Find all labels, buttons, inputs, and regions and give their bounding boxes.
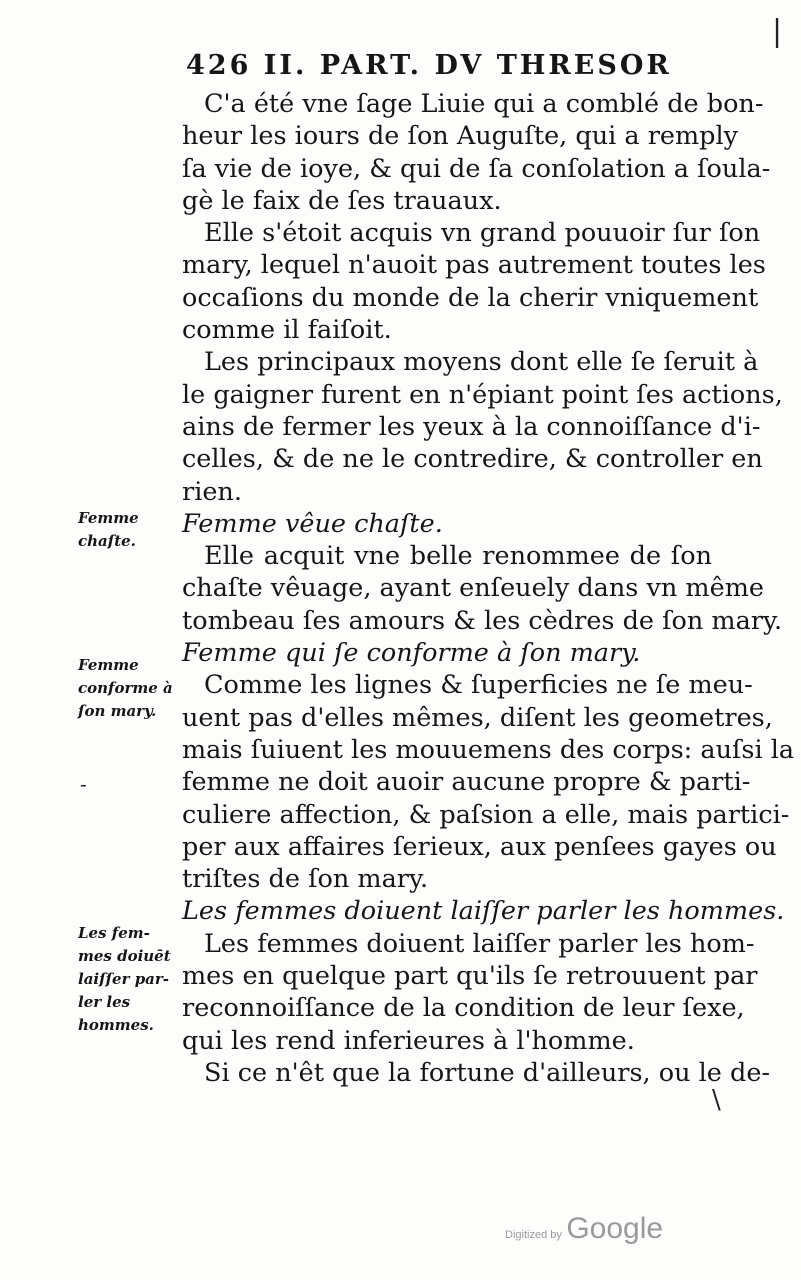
margin-dash-mark: - [80, 772, 87, 796]
text-line: C'a été vne ſage Liuie qui a comblé de bon- [204, 89, 764, 119]
margin-note-line: conforme à [78, 679, 173, 697]
text-line: per aux affaires ſerieux, aux penſees gayes ou [182, 831, 777, 862]
margin-note-femmes [78, 922, 178, 1037]
text-line: Si ce n'êt que la fortune d'ailleurs, ou le de- [204, 1057, 771, 1088]
edge-mark: | [772, 14, 783, 49]
section-heading: Les femmes doiuent laiſſer parler les hommes. [182, 896, 785, 927]
margin-note-line: Les fem- [78, 924, 150, 942]
text-line: qui les rend inferieures à l'homme. [182, 1025, 635, 1056]
body-text [182, 88, 795, 1089]
margin-note-line: ſon mary. [78, 702, 157, 720]
margin-note-line: Femme [78, 509, 139, 527]
text-line: tombeau ſes amours & les cèdres de ſon mary. [182, 605, 783, 636]
text-line: occaſions du monde de la cherir vniquement [182, 282, 759, 313]
digitized-watermark [505, 1212, 663, 1246]
text-line: Les principaux moyens dont elle ſe ſeruit à [204, 347, 759, 378]
text-line: heur les iours de ſon Auguſte, qui a remply [182, 121, 739, 152]
text-line: Les femmes doiuent laiſſer parler les hom- [204, 928, 755, 959]
text-line: celles, & de ne le contredire, & controller en [182, 444, 763, 475]
digitized-label: Digitized by [505, 1229, 562, 1241]
section-heading: Femme qui ſe conforme à ſon mary. [182, 638, 641, 669]
google-logo: Google [566, 1212, 664, 1245]
margin-note-line: Femme [78, 656, 139, 674]
text-line: mais ſuiuent les mouuemens des corps: auſsi la [182, 734, 795, 765]
text-line: comme il faiſoit. [182, 315, 392, 346]
margin-note-line: laiſſer par- [78, 970, 170, 988]
text-line: reconnoiſſance de la condition de leur ſexe, [182, 993, 745, 1024]
text-line: ſa vie de ioye, & qui de ſa conſolation a ſoula- [182, 153, 771, 184]
running-header: 426 II. PART. DV THRESOR [186, 50, 672, 81]
text-line: gè le faix de ſes trauaux. [182, 185, 502, 216]
text-line: mary, lequel n'auoit pas autrement toutes les [182, 250, 766, 281]
text-line: culiere affection, & paſsion a elle, mais partici- [182, 799, 790, 830]
text-line: ains de fermer les yeux à la connoiſſance d'i- [182, 411, 761, 442]
text-line: femme ne doit auoir aucune propre & parti- [182, 767, 751, 798]
margin-note-line: mes doiuēt [78, 947, 171, 965]
text-line: mes en quelque part qu'ils ſe retrouuent par [182, 961, 758, 992]
text-line: Elle s'étoit acquis vn grand pouuoir ſur ſon [204, 218, 761, 249]
text-line: Elle acquit vne belle renommee de ſon [204, 541, 712, 572]
margin-note-line: ler les [78, 993, 131, 1011]
section-heading: Femme vêue chaſte. [182, 508, 443, 539]
text-line: chaſte vêuage, ayant enſeuely dans vn même [182, 573, 764, 604]
text-line: Comme les lignes & ſuperficies ne ſe meu- [204, 670, 753, 701]
margin-note-line: hommes. [78, 1016, 154, 1034]
margin-note-conforme [78, 654, 178, 723]
margin-note-chaste [78, 507, 178, 553]
text-line: triſtes de ſon mary. [182, 864, 429, 895]
margin-note-line: chaſte. [78, 532, 136, 550]
line-end-mark: \ [712, 1085, 721, 1115]
text-line: rien. [182, 476, 242, 507]
text-line: le gaigner furent en n'épiant point ſes actions, [182, 379, 783, 410]
text-line: uent pas d'elles mêmes, diſent les geometres, [182, 702, 773, 733]
